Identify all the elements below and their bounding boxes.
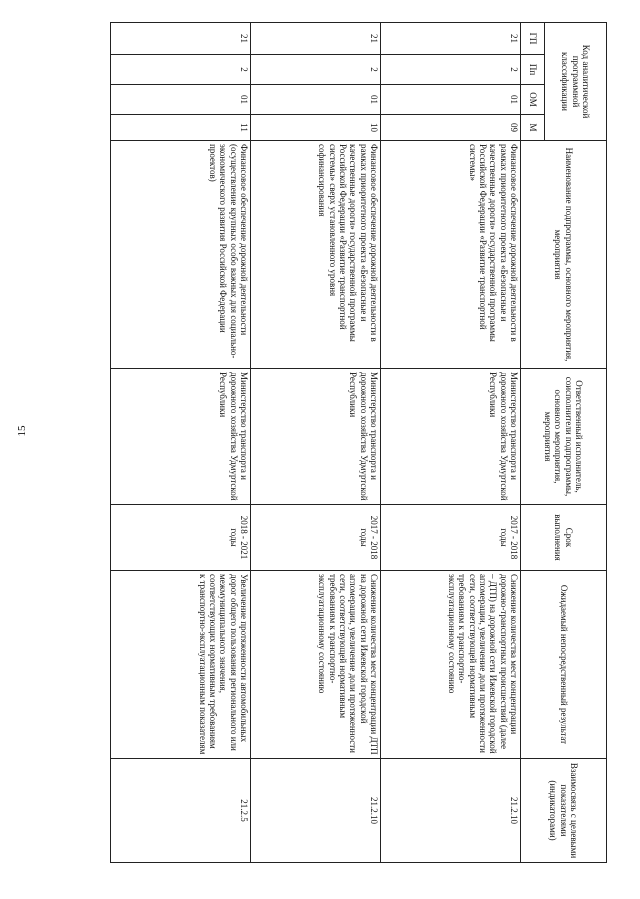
header-gp: ГП (521, 23, 545, 55)
cell-executor: Министерство транспорта и дорожного хозяйства Удмуртской Республики (111, 369, 251, 505)
cell-gp: 21 (251, 23, 381, 55)
cell-link: 21.2.10 (251, 759, 381, 863)
header-m: М (521, 115, 545, 141)
table-row (251, 23, 381, 863)
cell-result: Снижение количества мест концентрации ДТП на дорожной сети Ижевской городской агломерации, увеличение доли протяженности сети, соответствующей нормативным требованиям к транспортно-эксплуатационному состоянию (251, 571, 381, 759)
cell-gp: 21 (111, 23, 251, 55)
cell-om: 01 (111, 85, 251, 115)
program-measures-table (110, 22, 607, 863)
table-row (381, 23, 521, 863)
cell-executor: Министерство транспорта и дорожного хозяйства Удмуртской Республики (251, 369, 381, 505)
cell-gp: 21 (381, 23, 521, 55)
header-term: Срок выполнения (521, 505, 607, 571)
header-row (545, 23, 607, 863)
header-executor: Ответственный исполнитель, соисполнители подпрограммы, основного мероприятия, мероприятия (521, 369, 607, 505)
header-code-group: Код аналитической программной классификации (545, 23, 607, 141)
cell-term: 2018 - 2021 годы (111, 505, 251, 571)
cell-term: 2017 - 2018 годы (251, 505, 381, 571)
cell-m: 10 (251, 115, 381, 141)
header-om: ОМ (521, 85, 545, 115)
cell-term: 2017 - 2018 годы (381, 505, 521, 571)
header-name: Наименование подпрограммы, основного мероприятия, мероприятия (521, 141, 607, 369)
cell-result: Снижение количества мест концентрации дорожно-транспортных происшествий (далее – ДТП) на дорожной сети Ижевской городской агломерации, увеличение доли протяженности сети, соответствующей нормативным требованиям к транспортно-эксплуатационному состоянию (381, 571, 521, 759)
header-result: Ожидаемый непосредственный результат (521, 571, 607, 759)
cell-pp: 2 (381, 55, 521, 85)
cell-pp: 2 (111, 55, 251, 85)
cell-name: Финансовое обеспечение дорожной деятельности (осуществление крупных особо важных для социально-экономического развития Российской Федерации проектов) (111, 141, 251, 369)
cell-m: 11 (111, 115, 251, 141)
rotated-landscape-page (102, 22, 607, 862)
cell-executor: Министерство транспорта и дорожного хозяйства Удмуртской Республики (381, 369, 521, 505)
header-pp: Пп (521, 55, 545, 85)
table-row (111, 23, 251, 863)
cell-name: Финансовое обеспечение дорожной деятельности в рамках приоритетного проекта «Безопасные и качественные дороги» государственной программы Российской Федерации «Развитие транспортной системы» сверх установленного уровня софинансирования (251, 141, 381, 369)
cell-name: Финансовое обеспечение дорожной деятельности в рамках приоритетного проекта «Безопасные и качественные дороги» государственной программы Российской Федерации «Развитие транспортной системы» (381, 141, 521, 369)
cell-result: Увеличение протяженности автомобильных дорог общего пользования регионального или межмуниципального значения, соответствующих нормативным требованиям к транспортно-эксплуатационным показателям (111, 571, 251, 759)
cell-om: 01 (251, 85, 381, 115)
cell-link: 21.2.10 (381, 759, 521, 863)
header-link: Взаимосвязь с целевыми показателями (индикаторами) (521, 759, 607, 863)
cell-pp: 2 (251, 55, 381, 85)
cell-om: 01 (381, 85, 521, 115)
cell-m: 09 (381, 115, 521, 141)
page-number: 15 (16, 425, 28, 437)
cell-link: 21.2.5 (111, 759, 251, 863)
